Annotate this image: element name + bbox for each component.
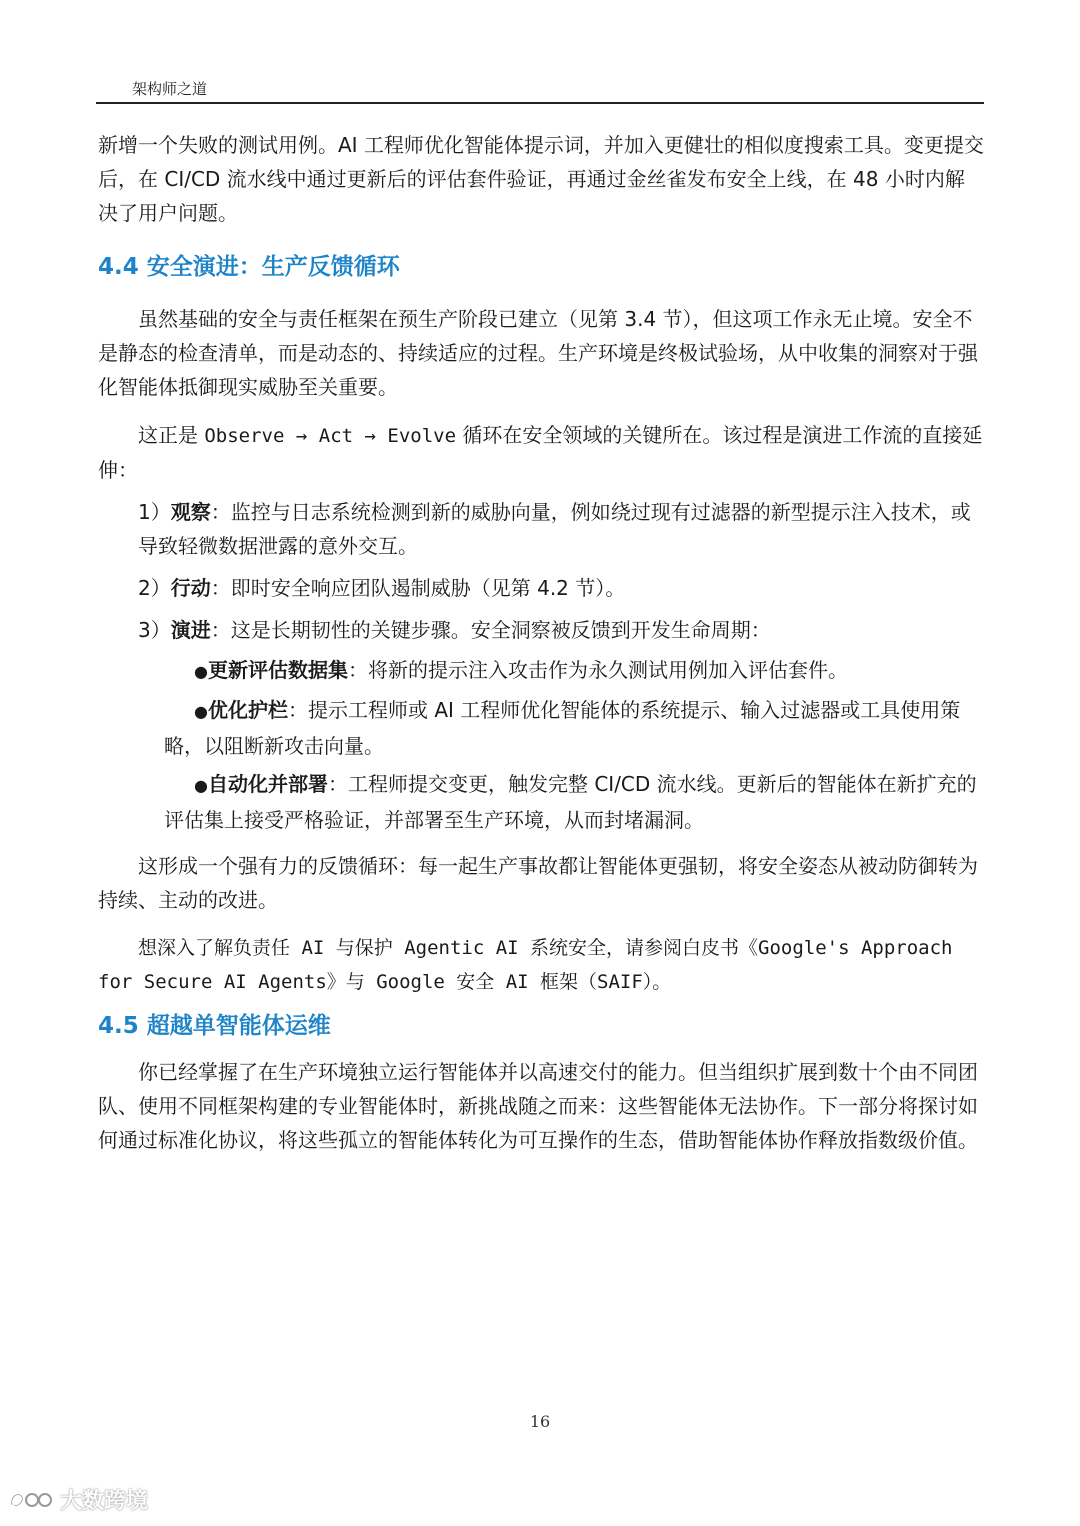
section-4-4-heading: 4.4 安全演进：生产反馈循环 bbox=[98, 254, 400, 280]
bullet-icon: ● bbox=[194, 776, 208, 795]
observe-act-evolve-code: Observe → Act → Evolve bbox=[204, 425, 457, 447]
intro-paragraph: 新增一个失败的测试用例。AI 工程师优化智能体提示词，并加入更健壮的相似度搜索工具。变更提交后，在 CI/CD 流水线中通过更新后的评估套件验证，再通过金丝雀发布安全上线，在 48 小时内解决了用户问题。 bbox=[98, 133, 984, 225]
list-label: 演进 bbox=[170, 618, 211, 642]
watermark-text: 大数跨境 bbox=[60, 1489, 149, 1514]
list-item-observe bbox=[138, 495, 984, 563]
list-label: 行动 bbox=[170, 576, 211, 600]
paragraph-2-lead: 这正是 bbox=[138, 423, 205, 447]
list-item-evolve bbox=[138, 613, 984, 647]
section-4-4-paragraph-1: 虽然基础的安全与责任框架在预生产阶段已建立（见第 3.4 节），但这项工作永无止境。安全不是静态的检查清单，而是动态的、持续适应的过程。生产环境是终极试验场，从中收集的洞察对于强化智能体抵御现实威胁至关重要。 bbox=[98, 307, 978, 399]
section-4-4-paragraph-2 bbox=[98, 418, 984, 487]
page-body bbox=[98, 128, 984, 1157]
header-divider bbox=[96, 102, 984, 104]
list-text: ：这是长期韧性的关键步骤。安全洞察被反馈到开发生命周期： bbox=[210, 618, 771, 642]
section-4-5-heading: 4.5 超越单智能体运维 bbox=[98, 1013, 331, 1039]
list-text: ：监控与日志系统检测到新的威胁向量，例如绕过现有过滤器的新型提示注入技术，或导致轻微数据泄露的意外交互。 bbox=[138, 500, 971, 558]
sub-item-label: 自动化并部署 bbox=[207, 772, 328, 796]
paragraph-2-tail: 循环在安全领域的关键所在。该过程是演进工作流的直接延伸： bbox=[98, 423, 983, 482]
section-4-5-paragraph-1: 你已经掌握了在生产环境独立运行智能体并以高速交付的能力。但当组织扩展到数十个由不同团队、使用不同框架构建的专业智能体时，新挑战随之而来：这些智能体无法协作。下一部分将探讨如何通过标准化协议，将这些孤立的智能体转化为可互操作的生态，借助智能体协作释放指数级价值。 bbox=[98, 1060, 978, 1152]
page-number: 16 bbox=[529, 1412, 551, 1431]
sub-item-text: ：提示工程师或 AI 工程师优化智能体的系统提示、输入过滤器或工具使用策略，以阻断新攻击向量。 bbox=[164, 698, 961, 758]
list-number: 1） bbox=[138, 500, 171, 524]
sub-item-label: 优化护栏 bbox=[207, 698, 288, 722]
sub-item-automate-deploy bbox=[164, 767, 984, 837]
brand-logo-icon bbox=[8, 1487, 54, 1513]
list-number: 3） bbox=[138, 618, 171, 642]
sub-item-text: ：将新的提示注入攻击作为永久测试用例加入评估套件。 bbox=[347, 658, 848, 682]
section-4-4-paragraph-3: 这形成一个强有力的反馈循环：每一起生产事故都让智能体更强韧，将安全姿态从被动防御转为持续、主动的改进。 bbox=[98, 854, 978, 912]
sub-item-label: 更新评估数据集 bbox=[207, 658, 348, 682]
sub-item-text: ：工程师提交变更，触发完整 CI/CD 流水线。更新后的智能体在新扩充的评估集上接受严格验证，并部署至生产环境，从而封堵漏洞。 bbox=[164, 772, 977, 832]
list-number: 2） bbox=[138, 576, 171, 600]
section-4-4-paragraph-4: 想深入了解负责任 AI 与保护 Agentic AI 系统安全，请参阅白皮书《Google's Approach for Secure AI Agents》与 Google 安全 AI 框架（SAIF）。 bbox=[98, 937, 953, 993]
running-header-title: 架构师之道 bbox=[132, 80, 208, 98]
bullet-icon: ● bbox=[194, 662, 208, 681]
sub-item-update-eval-dataset bbox=[164, 653, 984, 689]
list-text: ：即时安全响应团队遏制威胁（见第 4.2 节）。 bbox=[210, 576, 626, 600]
bullet-icon: ● bbox=[194, 702, 208, 721]
sub-item-refine-guardrails bbox=[164, 693, 984, 763]
list-item-act bbox=[138, 571, 984, 605]
watermark bbox=[8, 1484, 148, 1515]
list-label: 观察 bbox=[170, 500, 211, 524]
